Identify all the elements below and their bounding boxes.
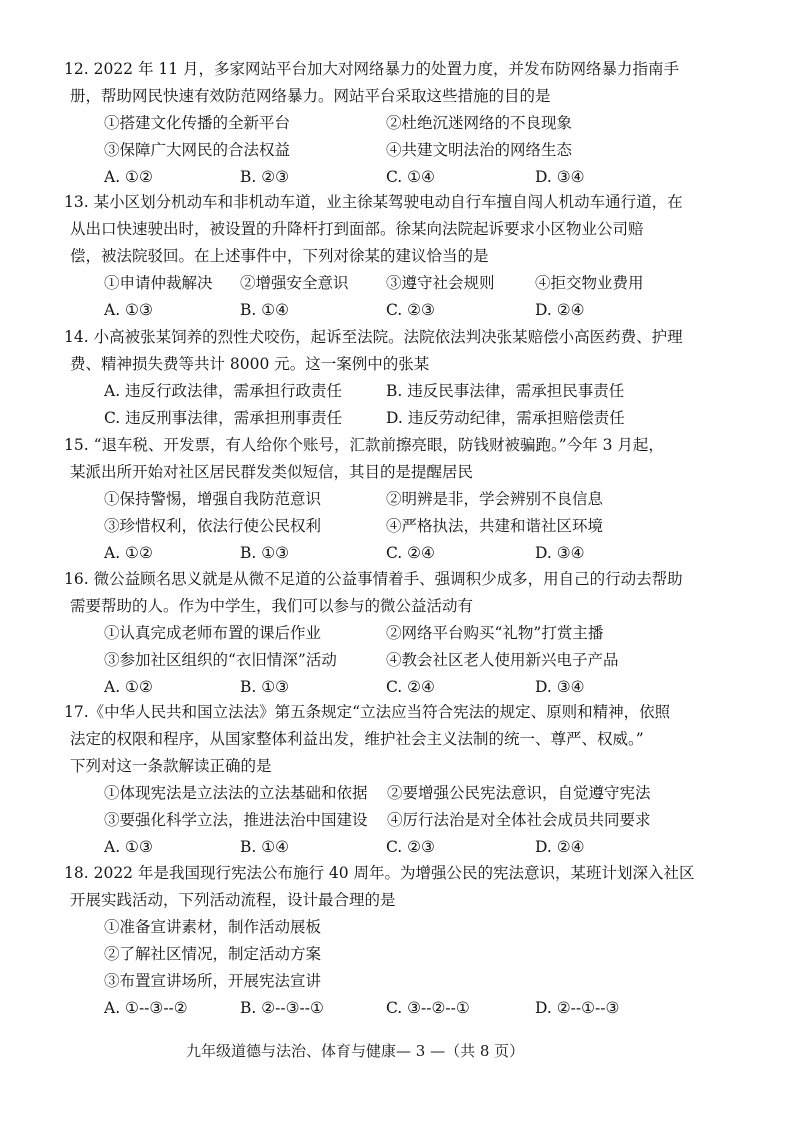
question-text: 法定的权限和程序，从国家整体利益出发，维护社会主义法制的统一、尊严、权威。”: [70, 730, 644, 748]
answer-d: D. ③④: [535, 168, 585, 186]
choice-2: ②明辨是非，学会辨别不良信息: [386, 490, 604, 508]
question-text: 15. “退车税、开发票，有人给你个账号，汇款前擦亮眼，防钱财被骗跑。”今年 3 月起，: [64, 436, 664, 454]
question-text: 下列对这一条款解读正确的是: [70, 757, 272, 775]
choice-1: ①申请仲裁解决: [104, 274, 213, 292]
answer-c: C. 违反刑事法律，需承担刑事责任: [104, 409, 343, 427]
answer-c: C. ②④: [386, 678, 435, 696]
choice-4: ④严格执法，共建和谐社区环境: [386, 517, 604, 535]
question-text: 13. 某小区划分机动车和非机动车道，业主徐某驾驶电动自行车擅自闯人机动车通行道，在: [64, 193, 683, 211]
choice-2: ②网络平台购买“礼物”打赏主播: [386, 624, 604, 642]
answer-c: C. ①④: [386, 168, 435, 186]
choice-3: ③遵守社会规则: [386, 274, 495, 292]
choice-3: ③参加社区组织的“衣旧情深”活动: [104, 651, 337, 669]
question-number: 17.: [64, 703, 89, 721]
question-text: 需要帮助的人。作为中学生，我们可以参与的微公益活动有: [70, 597, 474, 615]
answer-a: A. ①②: [104, 678, 153, 696]
choice-4: ④教会社区老人使用新兴电子产品: [386, 651, 619, 669]
answer-b: B. ②③: [240, 168, 290, 186]
answer-b: B. ①④: [240, 838, 290, 856]
answer-b: B. ②--③--①: [240, 999, 324, 1017]
answer-d: D. ②--①--③: [535, 999, 620, 1017]
question-number: 15.: [64, 436, 89, 454]
question-text: 14. 小高被张某饲养的烈性犬咬伤，起诉至法院。法院依法判决张某赔偿小高医药费、护理: [64, 328, 683, 346]
choice-4: ④共建文明法治的网络生态: [386, 141, 573, 159]
choice-1: ①搭建文化传播的全新平台: [104, 114, 291, 132]
choice-1: ①认真完成老师布置的课后作业: [104, 624, 322, 642]
answer-b: B. ①③: [240, 678, 290, 696]
question-number: 18.: [64, 864, 89, 882]
question-number: 13.: [64, 193, 89, 211]
page-footer: 九年级道德与法治、体育与健康— 3 —（共 8 页）: [186, 1042, 525, 1060]
choice-3: ③珍惜权利，依法行使公民权利: [104, 517, 322, 535]
answer-d: D. ③④: [535, 678, 585, 696]
choice-4: ④拒交物业费用: [535, 274, 644, 292]
answer-c: C. ②③: [386, 838, 435, 856]
question-text: 开展实践活动，下列活动流程，设计最合理的是: [70, 891, 396, 909]
choice-1: ①准备宣讲素材，制作活动展板: [104, 918, 322, 936]
question-text: 17.《中华人民共和国立法法》第五条规定“立法应当符合宪法的规定、原则和精神，依照: [64, 703, 671, 721]
choice-2: ②增强安全意识: [240, 274, 349, 292]
choice-3: ③保障广大网民的合法权益: [104, 141, 291, 159]
answer-d: D. 违反劳动纪律，需承担赔偿责任: [386, 409, 625, 427]
question-number: 12.: [64, 60, 89, 78]
choice-2: ②杜绝沉迷网络的不良现象: [386, 114, 573, 132]
question-number: 16.: [64, 570, 89, 588]
answer-a: A. ①--③--②: [104, 999, 188, 1017]
answer-d: D. ③④: [535, 544, 585, 562]
choice-2: ②了解社区情况，制定活动方案: [104, 945, 322, 963]
answer-a: A. ①③: [104, 301, 153, 319]
answer-a: A. ①②: [104, 168, 153, 186]
question-text: 12. 2022 年 11 月，多家网站平台加大对网络暴力的处置力度，并发布防网络暴力指南手: [64, 60, 680, 78]
answer-b: B. ①③: [240, 544, 290, 562]
question-text: 16. 微公益顾名思义就是从微不足道的公益事情着手、强调积少成多，用自己的行动去帮助: [64, 570, 683, 588]
choice-2: ②要增强公民宪法意识，自觉遵守宪法: [387, 784, 651, 802]
question-text: 从出口快速驶出时，被设置的升降杆打到面部。徐某向法院起诉要求小区物业公司赔: [70, 220, 644, 238]
answer-c: C. ②④: [386, 544, 435, 562]
answer-a: A. ①②: [104, 544, 153, 562]
answer-d: D. ②④: [535, 301, 585, 319]
answer-c: C. ②③: [386, 301, 435, 319]
question-text: 18. 2022 年是我国现行宪法公布施行 40 周年。为增强公民的宪法意识，某班计划深入社区: [64, 864, 695, 882]
answer-b: B. 违反民事法律，需承担民事责任: [386, 382, 625, 400]
answer-c: C. ③--②--①: [386, 999, 470, 1017]
choice-4: ④厉行法治是对全体社会成员共同要求: [387, 811, 651, 829]
question-number: 14.: [64, 328, 89, 346]
answer-a: A. ①③: [104, 838, 153, 856]
question-text: 册，帮助网民快速有效防范网络暴力。网站平台采取这些措施的目的是: [70, 87, 551, 105]
answer-d: D. ②④: [535, 838, 585, 856]
choice-1: ①体现宪法是立法法的立法基础和依据: [104, 784, 368, 802]
question-text: 费、精神损失费等共计 8000 元。这一案例中的张某: [70, 355, 430, 373]
choice-3: ③布置宣讲场所，开展宪法宣讲: [104, 972, 322, 990]
choice-1: ①保持警惕，增强自我防范意识: [104, 490, 322, 508]
question-text: 偿，被法院驳回。在上述事件中，下列对徐某的建议恰当的是: [70, 247, 489, 265]
question-text: 某派出所开始对社区居民群发类似短信，其目的是提醒居民: [70, 463, 474, 481]
answer-b: B. ①④: [240, 301, 290, 319]
answer-a: A. 违反行政法律，需承担行政责任: [104, 382, 343, 400]
choice-3: ③要强化科学立法，推进法治中国建设: [104, 811, 368, 829]
